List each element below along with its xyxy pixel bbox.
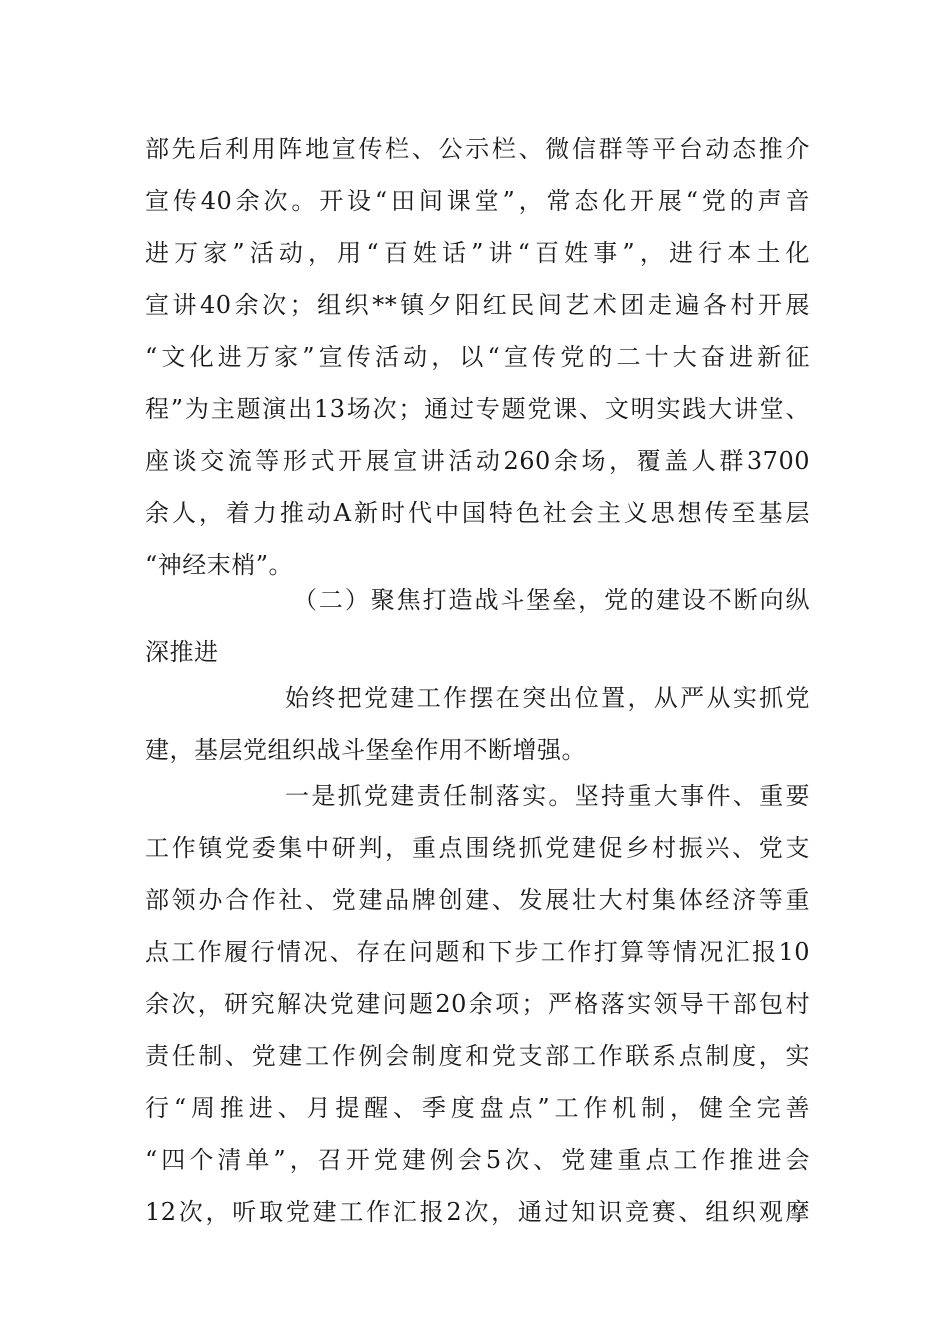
paragraph-intro bbox=[145, 672, 810, 776]
paragraph-propaganda bbox=[145, 123, 810, 591]
text-line: 程”为主题演出13场次；通过专题党课、文明实践大讲堂、 bbox=[145, 395, 810, 423]
text-line: 12次，听取党建工作汇报2次，通过知识竞赛、组织观摩 bbox=[145, 1198, 810, 1226]
paragraph-responsibility bbox=[145, 770, 810, 1238]
text-line: 进万家”活动，用“百姓话”讲“百姓事”，进行本土化 bbox=[145, 239, 810, 267]
text-line: 责任制、党建工作例会制度和党支部工作联系点制度，实 bbox=[145, 1042, 810, 1070]
text-line: 点工作履行情况、存在问题和下步工作打算等情况汇报10 bbox=[145, 938, 810, 966]
heading-line: 深推进 bbox=[145, 638, 219, 666]
text-line: 宣讲40余次；组织**镇夕阳红民间艺术团走遍各村开展 bbox=[145, 291, 810, 319]
text-line: 始终把党建工作摆在突出位置，从严从实抓党 bbox=[285, 684, 810, 712]
text-line: 行“周推进、月提醒、季度盘点”工作机制，健全完善 bbox=[145, 1094, 810, 1122]
text-line: “神经末梢”。 bbox=[145, 551, 294, 579]
heading-line: （二）聚焦打造战斗堡垒，党的建设不断向纵 bbox=[293, 586, 810, 614]
text-line: “文化进万家”宣传活动，以“宣传党的二十大奋进新征 bbox=[145, 343, 810, 371]
text-line: 余人，着力推动A新时代中国特色社会主义思想传至基层 bbox=[145, 499, 810, 527]
text-line: 余次，研究解决党建问题20余项；严格落实领导干部包村 bbox=[145, 990, 810, 1018]
text-line: 建，基层党组织战斗堡垒作用不断增强。 bbox=[145, 736, 586, 764]
section-heading bbox=[145, 574, 810, 678]
text-line: 部先后利用阵地宣传栏、公示栏、微信群等平台动态推介 bbox=[145, 135, 810, 163]
text-line: 部领办合作社、党建品牌创建、发展壮大村集体经济等重 bbox=[145, 886, 810, 914]
text-line: “四个清单”，召开党建例会5次、党建重点工作推进会 bbox=[145, 1146, 810, 1174]
text-line: 座谈交流等形式开展宣讲活动260余场，覆盖人群3700 bbox=[145, 447, 810, 475]
text-line: 工作镇党委集中研判，重点围绕抓党建促乡村振兴、党支 bbox=[145, 834, 810, 862]
text-line: 宣传40余次。开设“田间课堂”，常态化开展“党的声音 bbox=[145, 187, 810, 215]
text-line: 一是抓党建责任制落实。坚持重大事件、重要 bbox=[285, 782, 810, 810]
